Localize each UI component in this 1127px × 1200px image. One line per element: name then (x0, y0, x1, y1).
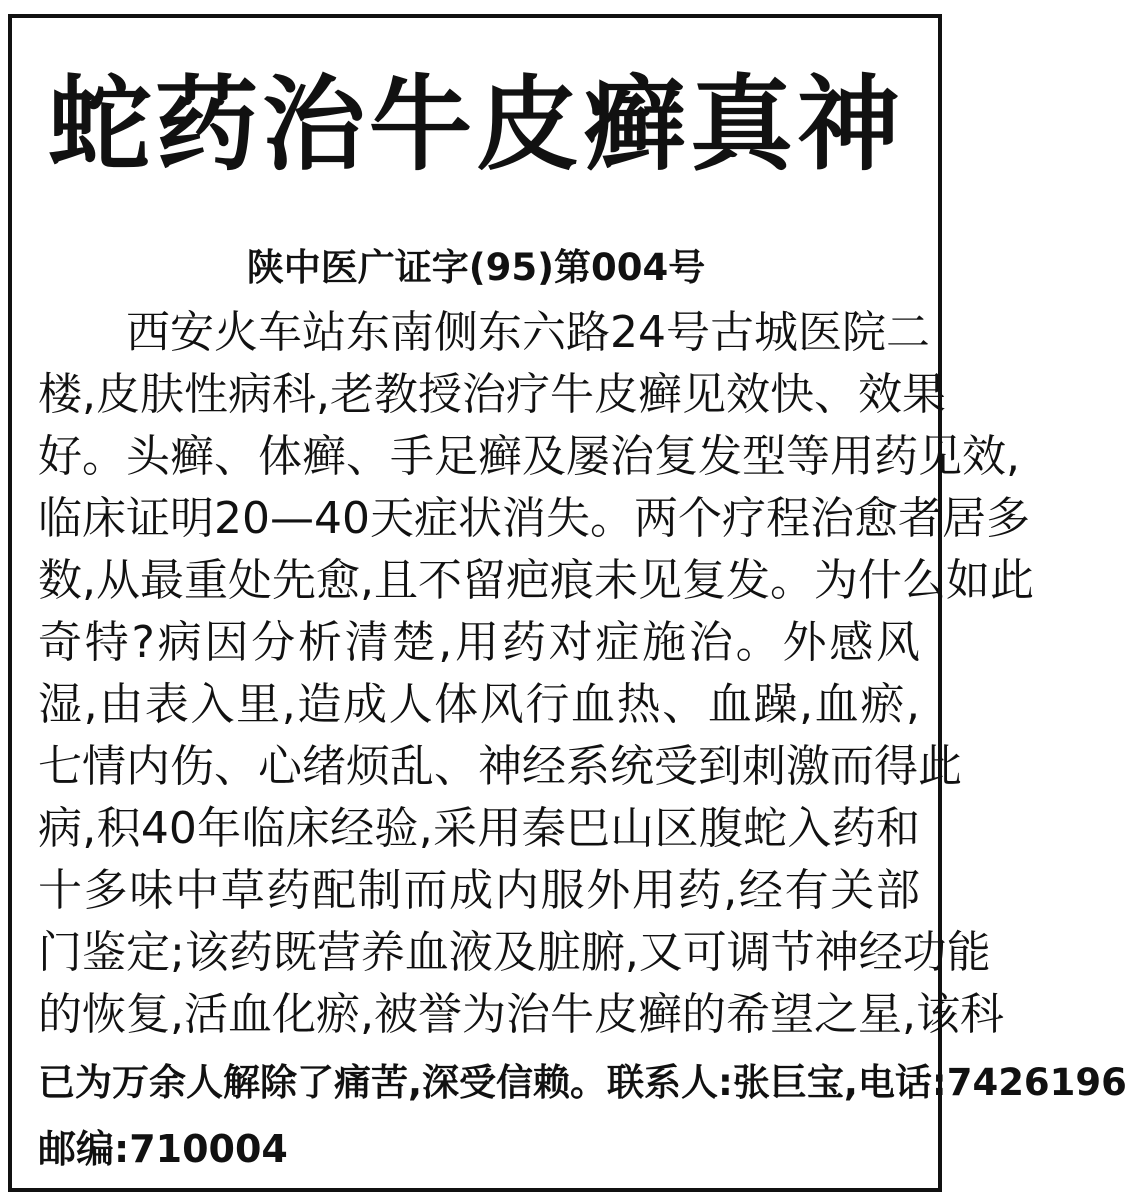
body-line: 病,积40年临床经验,采用秦巴山区腹蛇入药和 (38, 803, 920, 854)
body-line: 楼,皮肤性病科,老教授治疗牛皮癣见效快、效果 (38, 369, 946, 420)
body-line: 好。头癣、体癣、手足癣及屡治复发型等用药见效, (38, 431, 1020, 482)
postcode-line: 邮编:710004 (38, 1127, 288, 1171)
body-line: 门鉴定;该药既营养血液及脏腑,又可调节神经功能 (38, 927, 991, 978)
body-line: 数,从最重处先愈,且不留疤痕未见复发。为什么如此 (38, 555, 1034, 606)
body-line: 临床证明20—40天症状消失。两个疗程治愈者居多 (38, 493, 1030, 544)
body-line: 七情内伤、心绪烦乱、神经系统受到刺激而得此 (38, 741, 962, 792)
ad-headline: 蛇药治牛皮癣真神 (48, 65, 904, 185)
license-number: 陕中医广证字(95)第004号 (246, 246, 706, 289)
body-line: 奇特?病因分析清楚,用药对症施治。外感风 (38, 617, 920, 668)
contact-line: 已为万余人解除了痛苦,深受信赖。联系人:张巨宝,电话:7426196 (38, 1061, 1127, 1104)
body-line: 的恢复,活血化瘀,被誉为治牛皮癣的希望之星,该科 (38, 989, 1004, 1040)
body-line: 西安火车站东南侧东六路24号古城医院二 (126, 307, 930, 358)
body-line: 十多味中草药配制而成内服外用药,经有关部 (38, 865, 920, 916)
body-line: 湿,由表入里,造成人体风行血热、血躁,血瘀, (38, 679, 920, 730)
